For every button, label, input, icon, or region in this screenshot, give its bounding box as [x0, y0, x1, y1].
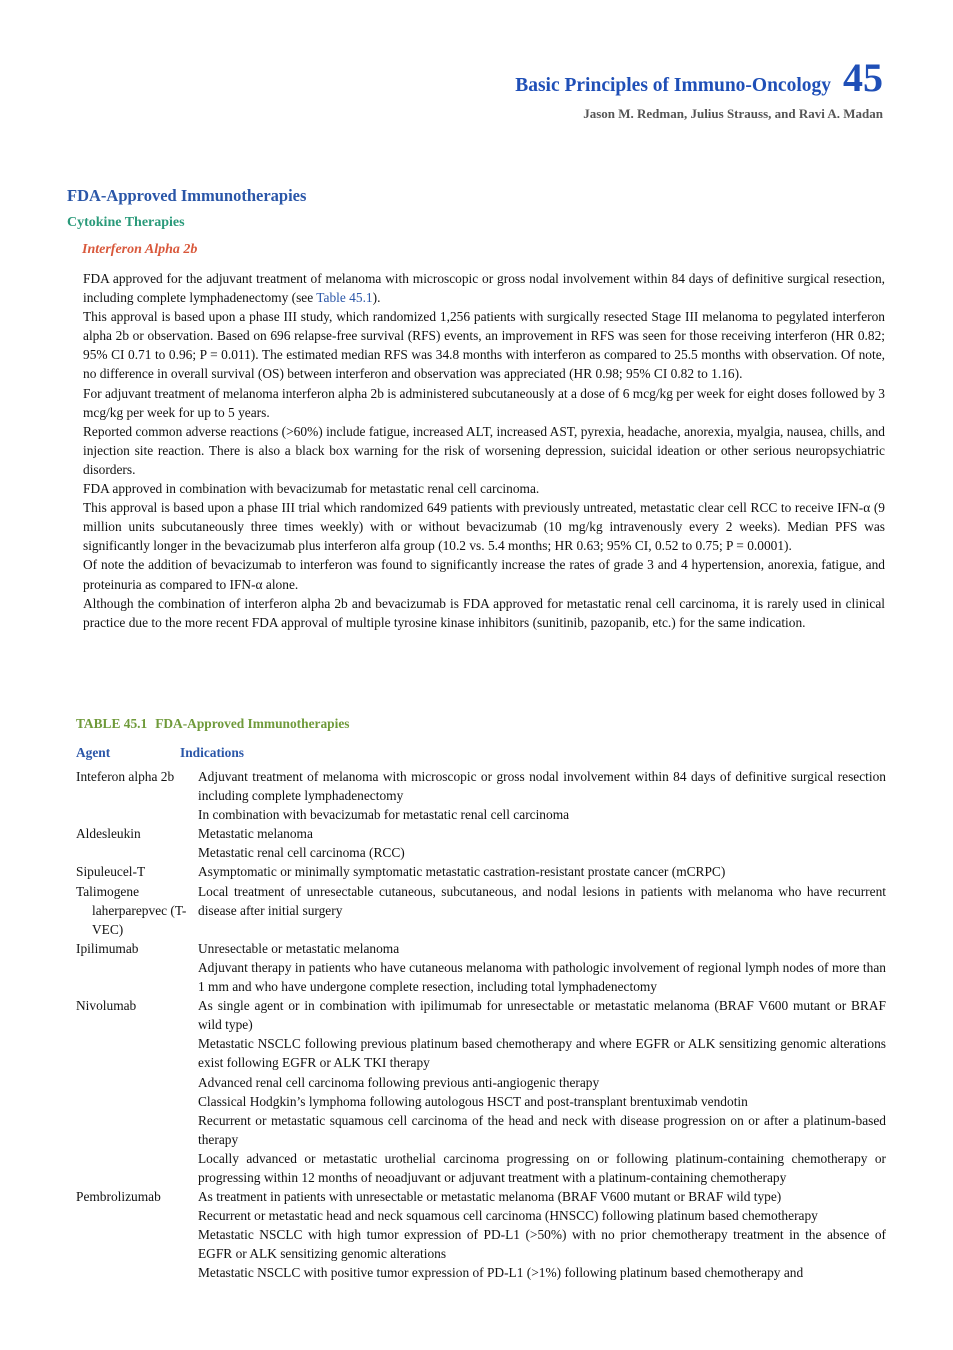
table-header-row	[76, 745, 886, 761]
table-row	[76, 996, 886, 1187]
table-cell-indications	[198, 882, 886, 939]
paragraph: This approval is based upon a phase III study, which randomized 1,256 patients with surgically resected Stage III melanoma to pegylated interferon alpha 2b or observation. Based on 696 relapse-free survival (RFS) events, an improvement in RFS was seen for those receiving interferon (HR 0.82; 95% CI 0.71 to 0.96; P = 0.011). The estimated median RFS was 34.8 months with interferon as compared to 25.5 months with observation. Of note, no difference in overall survival (OS) between interferon and observation was appreciated (HR 0.98; 95% CI 0.82 to 1.16).	[83, 309, 885, 382]
indication-item: Recurrent or metastatic squamous cell carcinoma of the head and neck with disease progression on or after a platinum-based therapy	[198, 1112, 886, 1147]
body-text	[83, 269, 885, 632]
table-cell-indications	[198, 939, 886, 996]
indication-item: Local treatment of unresectable cutaneous, subcutaneous, and nodal lesions in patients with melanoma who have recurrent disease after initial surgery	[198, 883, 886, 918]
indication-item: Adjuvant treatment of melanoma with microscopic or gross nodal involvement within 84 days of definitive surgical resection including complete lymphadenectomy	[198, 769, 886, 804]
subsubsection-heading: Interferon Alpha 2b	[82, 242, 198, 257]
indication-item: As treatment in patients with unresectable or metastatic melanoma (BRAF V600 mutant or BRAF wild type)	[198, 1189, 782, 1205]
indication-item: Metastatic NSCLC following previous platinum based chemotherapy and where EGFR or ALK sensitizing genomic alterations exist following EGFR or ALK TKI therapy	[198, 1036, 886, 1071]
indication-item: Metastatic renal cell carcinoma (RCC)	[198, 845, 405, 861]
table-reference-link[interactable]: Table 45.1	[316, 290, 373, 306]
table-cell-agent: Talimogene laherparepvec (T-VEC)	[76, 883, 187, 937]
table-body	[76, 767, 886, 1283]
subsection-heading: Cytokine Therapies	[67, 215, 185, 230]
chapter-header	[515, 55, 883, 122]
paragraph: FDA approved in combination with bevacizumab for metastatic renal cell carcinoma.	[83, 481, 540, 497]
table-row	[76, 882, 886, 939]
table-cell-agent: Inteferon alpha 2b	[76, 769, 175, 784]
table-cell-agent: Aldesleukin	[76, 826, 141, 842]
indication-item: Adjuvant therapy in patients who have cutaneous melanoma with pathologic involvement of regional lymph nodes of more than 1 mm and who have undergone complete resection, including total lymphadenectomy	[198, 959, 886, 995]
indication-item: Metastatic NSCLC with high tumor expression of PD-L1 (>50%) with no prior chemotherapy treatment in the absence of EGFR or ALK sensitizing genomic alterations	[198, 1227, 886, 1262]
chapter-title-row	[515, 55, 883, 100]
paragraph: Reported common adverse reactions (>60%) include fatigue, increased ALT, increased AST, pyrexia, headache, anorexia, myalgia, nausea, chills, and injection site reaction. There is also a black box warning for the risk of worsening depression, suicidal ideation or other serious neuropsychiatric disorders.	[83, 423, 885, 477]
table-row	[76, 767, 886, 824]
table-cell-indications	[198, 824, 886, 862]
indication-item: Advanced renal cell carcinoma following previous anti-angiogenic therapy	[198, 1074, 600, 1090]
table-cell-agent: Pembrolizumab	[76, 1189, 161, 1205]
indication-item: Metastatic NSCLC with positive tumor expression of PD-L1 (>1%) following platinum based chemotherapy and	[198, 1265, 804, 1281]
table-row	[76, 862, 886, 881]
table-cell-indications	[198, 1187, 886, 1282]
indication-item: Unresectable or metastatic melanoma	[198, 940, 400, 956]
paragraph: Although the combination of interferon alpha 2b and bevacizumab is FDA approved for metastatic renal cell carcinoma, it is rarely used in clinical practice due to the more recent FDA approval of multiple tyrosine kinase inhibitors (sunitinib, pazopanib, etc.) for the same indication.	[83, 595, 885, 630]
column-header-agent: Agent	[76, 745, 111, 760]
section-heading: FDA-Approved Immunotherapies	[67, 186, 307, 205]
table-cell-agent: Ipilimumab	[76, 940, 139, 956]
table-cell-indications	[198, 767, 886, 824]
indication-item: Locally advanced or metastatic urothelial carcinoma progressing on or following platinum-containing chemotherapy or progressing within 12 months of neoadjuvant or adjuvant treatment with a platinum-containing chemotherapy	[198, 1150, 886, 1185]
paragraph: This approval is based upon a phase III trial which randomized 649 patients with previously untreated, metastatic clear cell RCC to receive IFN-α (9 million units subcutaneously three times weekly) with or without bevacizumab (10 mg/kg intravenously every 2 weeks). Median PFS was significantly longer in the bevacizumab plus interferon alfa group (10.2 vs. 5.4 months; HR 0.63; 95% CI, 0.52 to 0.75; P = 0.0001).	[83, 500, 885, 554]
chapter-authors: Jason M. Redman, Julius Strauss, and Ravi A. Madan	[583, 106, 883, 121]
paragraph	[83, 269, 885, 307]
table-title: FDA-Approved Immunotherapies	[155, 716, 350, 731]
indication-item: In combination with bevacizumab for metastatic renal cell carcinoma	[198, 807, 570, 823]
table-cell-agent: Sipuleucel-T	[76, 864, 146, 880]
indication-item: Metastatic melanoma	[198, 826, 313, 842]
table-cell-indications	[198, 862, 886, 881]
paragraph-text: ).	[372, 290, 381, 306]
table-row	[76, 939, 886, 996]
table-cell-indications	[198, 996, 886, 1187]
chapter-number: 45	[843, 55, 883, 100]
paragraph: For adjuvant treatment of melanoma interferon alpha 2b is administered subcutaneously at a dose of 6 mcg/kg per week for eight doses followed by 3 mcg/kg per week for up to 5 years.	[83, 385, 885, 420]
indication-item: As single agent or in combination with ipilimumab for unresectable or metastatic melanoma (BRAF V600 mutant or BRAF wild type)	[198, 998, 886, 1033]
table-row	[76, 1187, 886, 1282]
chapter-title: Basic Principles of Immuno-Oncology	[515, 75, 831, 96]
column-header-indications: Indications	[180, 745, 244, 760]
table-caption	[76, 716, 349, 732]
indication-item: Asymptomatic or minimally symptomatic metastatic castration-resistant prostate cancer (mCRPC)	[198, 864, 726, 880]
indication-item: Recurrent or metastatic head and neck squamous cell carcinoma (HNSCC) following platinum based chemotherapy	[198, 1208, 818, 1224]
table-label: TABLE 45.1	[76, 716, 148, 731]
table-row	[76, 824, 886, 862]
paragraph: Of note the addition of bevacizumab to interferon was found to significantly increase the rates of grade 3 and 4 hypertension, anorexia, fatigue, and proteinuria as compared to IFN-α alone.	[83, 557, 885, 592]
paragraph-text: FDA approved for the adjuvant treatment of melanoma with microscopic or gross nodal involvement within 84 days of definitive surgical resection, including complete lymphadenectomy (see	[83, 271, 885, 306]
table-cell-agent: Nivolumab	[76, 998, 137, 1014]
indication-item: Classical Hodgkin’s lymphoma following autologous HSCT and post-transplant brentuximab vendotin	[198, 1093, 748, 1109]
